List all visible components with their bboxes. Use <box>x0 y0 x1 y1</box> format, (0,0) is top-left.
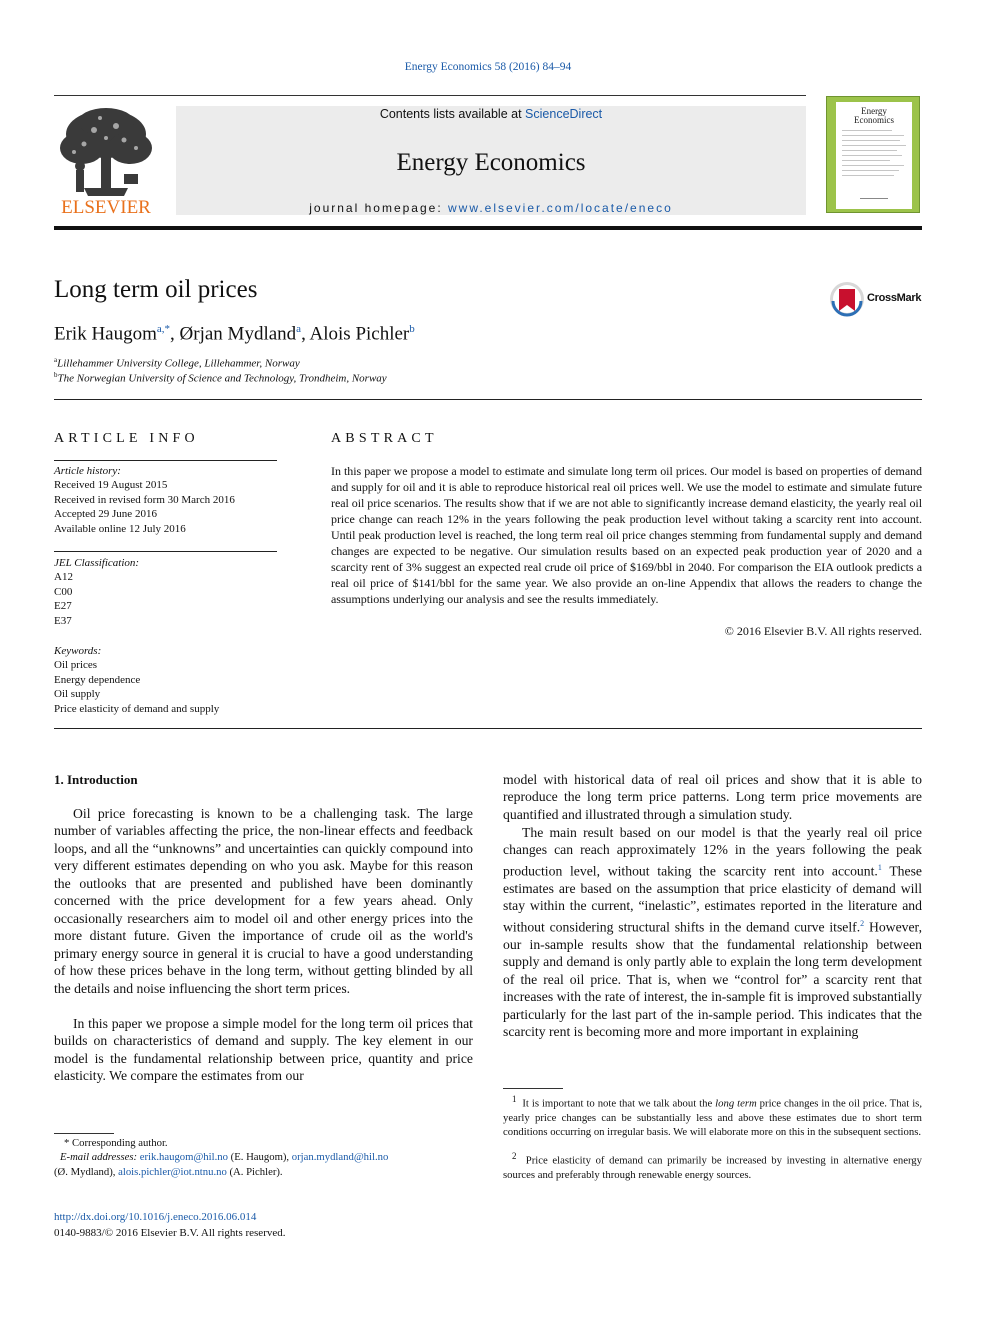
body-paragraph: model with historical data of real oil prices and show that it is able to reproduce the long term price patterns. Long term price movements are quantified and illustrated through a simulation study. <box>503 772 922 822</box>
cover-text-line <box>842 140 900 141</box>
keywords-label: Keywords: <box>54 645 102 657</box>
jel-code: E27 <box>54 600 72 613</box>
cover-text-line <box>842 135 904 136</box>
author-name: Alois Pichler <box>309 323 410 345</box>
email-link[interactable]: erik.haugom@hil.no <box>139 1151 228 1164</box>
crossmark-label[interactable]: CrossMark <box>867 292 922 304</box>
footnote <box>503 1092 922 1140</box>
homepage-prefix: journal homepage: <box>309 201 443 215</box>
jel-classification <box>54 556 279 628</box>
affiliation-text: Lillehammer University College, Lillehammer, Norway <box>57 357 300 370</box>
crossmark-icon <box>829 281 865 317</box>
email-owner: (Ø. Mydland), <box>54 1165 119 1178</box>
history-item: Received in revised form 30 March 2016 <box>54 493 235 506</box>
jel-code: A12 <box>54 571 73 584</box>
footnote-text: price changes in the oil price. That is, yearly price changes can be substantially less and above these estimates due to short term conditions occurring on irregular basis. We will elaborate more on this in the subsequent sections. <box>503 1097 923 1139</box>
history-item: Received 19 August 2015 <box>54 479 168 492</box>
keyword: Price elasticity of demand and supply <box>54 702 220 715</box>
divider <box>54 460 277 461</box>
article-history <box>54 464 279 536</box>
cover-title-line2: Economics <box>854 115 894 125</box>
footnote-text: It is important to note that we talk about the <box>522 1097 716 1110</box>
cover-text-line <box>842 155 902 156</box>
paragraph-text: However, our in-sample results show that the fundamental relationship between supply and demand is only partly able to explain the long term development of the real oil price. That is, when we “control for” a scarcity rent that increases with the rate of interest, the in-sample fit is improved substantially particularly for the last part of the in-sample period. This indicates that the scarcity rent is becoming more and more important in explaining <box>503 919 922 1040</box>
author-separator: , <box>301 323 310 345</box>
divider <box>54 728 922 729</box>
corresponding-label: Corresponding author. <box>72 1137 168 1149</box>
jel-code: C00 <box>54 585 73 598</box>
article-info-heading: ARTICLE INFO <box>54 431 199 446</box>
body-paragraph <box>503 824 922 1041</box>
history-item: Available online 12 July 2016 <box>54 522 186 535</box>
keywords <box>54 644 279 716</box>
corresponding-author-note <box>54 1136 473 1179</box>
doi-link[interactable]: http://dx.doi.org/10.1016/j.eneco.2016.06.014 <box>54 1211 257 1223</box>
email-owner: (A. Pichler). <box>226 1165 283 1178</box>
footnote-ref[interactable]: 1 <box>877 862 882 872</box>
email-link[interactable]: alois.pichler@iot.ntnu.no <box>118 1165 227 1178</box>
body-paragraph: Oil price forecasting is known to be a challenging task. The large number of variables affecting the price, the non-linear effects and feedback loops, and all the “unknowns” and uncertainties can quickly compound into very different estimates depending on who you ask. Maybe for this reason the outlooks that are presented and published have been dominantly concerned with the price development for a few years ahead. Only occasionally researchers aim to model oil and other energy prices into the more distant future. Given the importance of crude oil as the world's primary energy source in general it is crucial to have a good understanding of how these prices behave in the long term, without getting blinded by all the details and noise influencing the short term prices. <box>54 806 473 996</box>
affiliation-mark: b <box>54 371 58 379</box>
elsevier-wordmark: ELSEVIER <box>61 197 151 216</box>
homepage-link[interactable]: www.elsevier.com/locate/eneco <box>448 201 673 215</box>
footnote <box>503 1149 922 1182</box>
keyword: Oil supply <box>54 688 101 701</box>
article-history-label: Article history: <box>54 465 121 477</box>
doi-footer <box>54 1209 286 1241</box>
keyword: Energy dependence <box>54 673 141 686</box>
paragraph-text: The main result based on our model is that the yearly real oil price changes can reach approximately 12% in the years following the peak production level, without taking the scarcity rent into account. <box>503 825 922 879</box>
abstract-text: In this paper we propose a model to estimate and simulate long term oil prices. Our model is based on properties of demand and supply for oil and it is able to reproduce historical real oil prices well. We use the model to estimate and simulate future real oil price scenarios. The results show that if we are not able to significantly increase demand elasticity, the yearly real oil price change can reach 12% in the years following the peak production level without taking a scarcity rent into account. Until peak production level is reached, the long term real oil price changes stemming from fundamental supply and demand changes are expected to be negative. Our simulation results based on an expected peak production year of 2020 and a scarcity rent of 3% suggest an expected real crude oil price of $169/bbl in 2040. For comparison the EIA outlook predicts a real oil price of $141/bbl for the same year. We also provide an on-line Appendix that allows the readers to change the assumptions underlying our analysis and see the results immediately. <box>331 464 922 606</box>
author-name: Ørjan Mydland <box>179 323 297 345</box>
issn-copyright: 0140-9883/© 2016 Elsevier B.V. All rights reserved. <box>54 1227 286 1239</box>
history-item: Accepted 29 June 2016 <box>54 508 157 521</box>
footnote-number: 2 <box>512 1151 517 1161</box>
email-link[interactable]: orjan.mydland@hil.no <box>291 1151 389 1164</box>
cover-title-line1: Energy <box>861 106 887 116</box>
contents-available-line <box>176 107 806 121</box>
footnote-rule <box>54 1133 114 1134</box>
cover-title <box>836 107 912 125</box>
cover-text-line <box>842 175 894 176</box>
section-heading-introduction: 1. Introduction <box>54 772 138 787</box>
journal-reference-link[interactable]: Energy Economics 58 (2016) 84–94 <box>404 61 572 73</box>
cover-page <box>836 102 912 209</box>
email-owner: (E. Haugom), <box>227 1151 292 1164</box>
footnote-rule <box>503 1088 563 1089</box>
elsevier-tree-icon <box>54 104 158 216</box>
cover-text-line <box>842 160 890 161</box>
keyword: Oil prices <box>54 659 98 672</box>
author-separator: , <box>170 323 180 345</box>
footnote-text: Price elasticity of demand can primarily be increased by investing in alternative energy sources and preferably through renewable energy sources. <box>503 1154 922 1181</box>
footnote-emphasis: long term <box>715 1097 757 1110</box>
affiliation-text: The Norwegian University of Science and Technology, Trondheim, Norway <box>57 372 387 385</box>
cover-text-line <box>842 145 906 146</box>
journal-title: Energy Economics <box>396 149 586 176</box>
jel-label: JEL Classification: <box>54 557 140 569</box>
author-list <box>54 323 415 345</box>
corresponding-star: * <box>64 1137 70 1149</box>
cover-text-line <box>842 170 899 171</box>
body-paragraph: In this paper we propose a simple model for the long term oil prices that builds on characteristics of demand and supply. The key element in our model is the fundamental relationship between price, quantity and price elasticity. We compare the estimates from our <box>54 1016 473 1084</box>
journal-homepage-line <box>176 201 806 215</box>
author-affiliation-mark[interactable]: a, <box>156 323 165 335</box>
corresponding-author-mark[interactable]: * <box>164 323 171 335</box>
abstract-heading: ABSTRACT <box>331 431 438 446</box>
divider <box>54 399 922 400</box>
header-bottom-rule <box>54 226 922 230</box>
abstract-copyright: © 2016 Elsevier B.V. All rights reserved. <box>724 624 922 638</box>
contents-prefix: Contents lists available at <box>379 107 522 121</box>
jel-code: E37 <box>54 614 72 627</box>
author-affiliation-mark[interactable]: a <box>296 323 302 335</box>
journal-reference[interactable] <box>0 61 976 73</box>
email-label: E-mail addresses: <box>60 1151 138 1164</box>
paragraph-text: These estimates are based on the assumption that price elasticity of demand will stay within the current, “inelastic”, estimates reported in the literature and without considering structural shifts in the demand curve itself. <box>503 863 923 935</box>
affiliation-mark: a <box>54 356 58 364</box>
cover-publisher-line <box>860 198 888 199</box>
sciencedirect-link[interactable]: ScienceDirect <box>525 107 603 121</box>
journal-cover-thumbnail[interactable] <box>826 96 920 213</box>
article-title: Long term oil prices <box>54 276 258 303</box>
affiliation <box>54 371 387 385</box>
author-name: Erik Haugom <box>54 323 157 345</box>
cover-text-line <box>842 130 892 131</box>
affiliation <box>54 356 300 370</box>
cover-text-line <box>842 150 897 151</box>
footnote-ref[interactable]: 2 <box>860 918 865 928</box>
elsevier-logo[interactable] <box>54 104 158 216</box>
author-affiliation-mark[interactable]: b <box>409 323 415 335</box>
header-top-rule <box>54 95 806 96</box>
cover-text-line <box>842 165 904 166</box>
divider <box>54 551 277 552</box>
footnote-number: 1 <box>512 1094 517 1104</box>
